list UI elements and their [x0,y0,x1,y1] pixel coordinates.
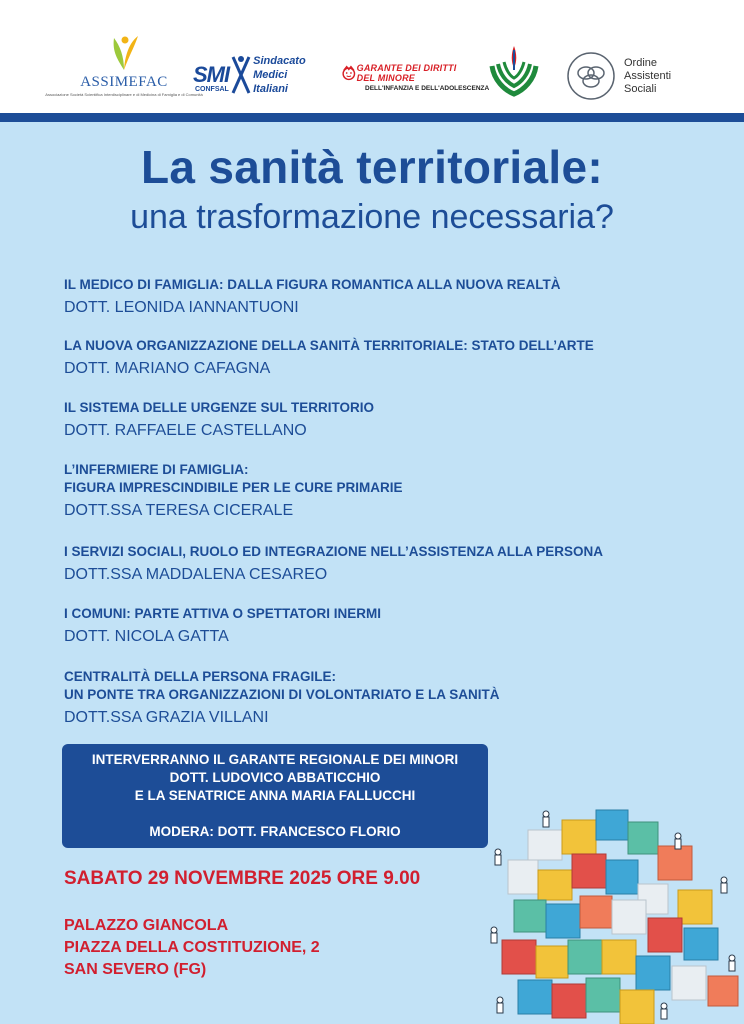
ordine-word-3: Sociali [624,82,657,95]
talk-topic: IL SISTEMA DELLE URGENZE SUL TERRITORIO [64,400,375,415]
smi-acronym: SMI [193,62,230,87]
smi-words [253,54,306,96]
smi-figure-icon [230,53,252,97]
smi-word-3: Italiani [253,83,288,95]
talk-item [64,337,664,380]
building-blocks-illustration [488,800,744,1024]
talk-topic: CENTRALITÀ DELLA PERSONA FRAGILE: [64,669,336,684]
moderator-line: MODERA: DOTT. FRANCESCO FLORIO [149,824,401,839]
venue-name: PALAZZO GIANCOLA [64,917,229,934]
talk-topic: I COMUNI: PARTE ATTIVA O SPETTATORI INERMI [64,606,381,621]
venue-address: PIAZZA DELLA COSTITUZIONE, 2 [64,939,320,956]
assimefac-leaf-icon [104,30,144,74]
ordine-word-2: Assistenti [624,69,672,82]
talk-item [64,668,664,729]
ordine-words [624,57,671,96]
talk-item [64,461,664,522]
talk-topic: LA NUOVA ORGANIZZAZIONE DELLA SANITÀ TERRITORIALE: STATO DELL’ARTE [64,338,594,353]
talk-speaker: DOTT. NICOLA GATTA [64,628,229,645]
smi-confsal: CONFSAL [195,86,229,93]
garante-logo [341,62,490,96]
talk-topic: IL MEDICO DI FAMIGLIA: DALLA FIGURA ROMANTICA ALLA NUOVA REALTÀ [64,277,561,292]
talk-speaker: DOTT.SSA GRAZIA VILLANI [64,709,269,726]
regione-puglia-emblem-icon [484,40,544,100]
ordine-logo [566,50,671,102]
block-structure [502,810,738,1024]
garante-title: GARANTE DEI DIRITTI DEL MINORE [356,63,457,83]
venue-city: SAN SEVERO (FG) [64,961,207,978]
talk-item [64,543,664,586]
talk-speaker: DOTT. MARIANO CAFAGNA [64,360,271,377]
talk-topic: FIGURA IMPRESCINDIBILE PER LE CURE PRIMARIE [64,480,403,495]
guests-line-2: DOTT. LUDOVICO ABBATICCHIO [169,770,381,785]
talk-item [64,605,664,648]
event-venue [64,915,320,981]
talk-topic: I SERVIZI SOCIALI, RUOLO ED INTEGRAZIONE NELL’ASSISTENZA ALLA PERSONA [64,544,604,559]
talk-topic: L’INFERMIERE DI FAMIGLIA: [64,462,249,477]
smi-word-1: Sindacato [253,55,306,67]
assimefac-logo [45,30,203,102]
talk-speaker: DOTT.SSA MADDALENA CESAREO [64,566,328,583]
talk-speaker: DOTT. LEONIDA IANNANTUONI [64,299,299,316]
talk-speaker: DOTT.SSA TERESA CICERALE [64,502,294,519]
poster-title: La sanità territoriale: [141,141,603,193]
child-face-icon [341,62,357,84]
poster-subtitle: una trasformazione necessaria? [130,198,614,236]
guests-line-1: INTERVERRANNO IL GARANTE REGIONALE DEI MINORI [91,752,459,767]
talk-item [64,276,664,319]
garante-subtitle: DELL'INFANZIA E DELL'ADOLESCENZA [365,85,490,92]
event-date: SABATO 29 NOVEMBRE 2025 ORE 9.00 [64,868,421,889]
talk-speaker: DOTT. RAFFAELE CASTELLANO [64,422,307,439]
talk-item [64,399,664,442]
header-divider [0,113,744,122]
ordine-knot-icon [566,51,616,101]
smi-logo [193,50,306,100]
guests-line-3: E LA SENATRICE ANNA MARIA FALLUCCHI [134,788,416,803]
logo-header [0,0,744,113]
assimefac-name: ASSIMEFAC [80,74,168,90]
talk-topic: UN PONTE TRA ORGANIZZAZIONI DI VOLONTARIATO E LA SANITÀ [64,687,500,702]
assimefac-subtitle: Associazione Società Scientifica Interdisciplinare e di Medicina di Famiglia e di Comunità [45,92,203,97]
ordine-word-1: Ordine [624,56,658,69]
smi-word-2: Medici [253,69,288,81]
guests-box [62,744,488,848]
